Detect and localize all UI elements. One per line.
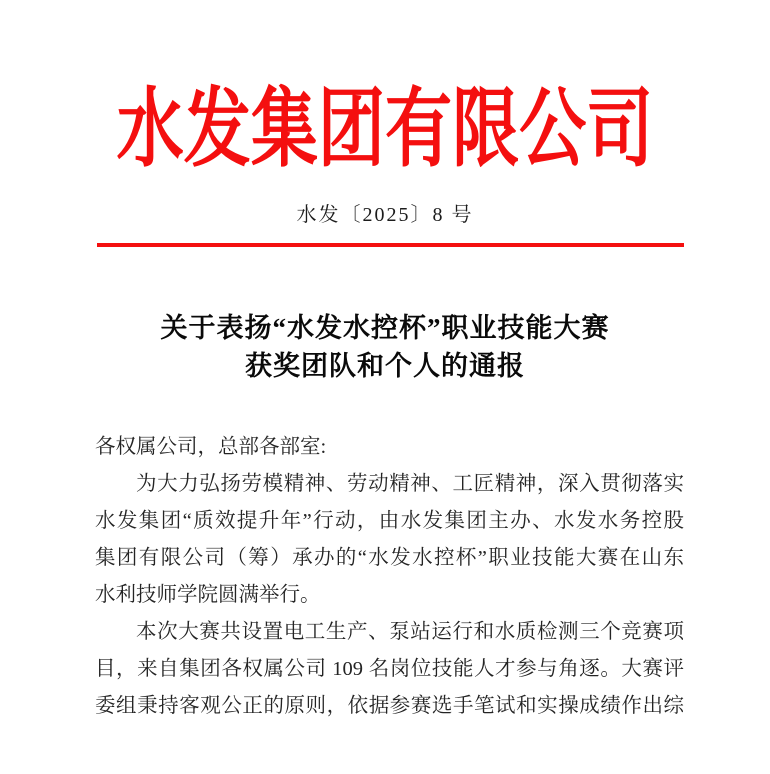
letterhead-divider-rule bbox=[97, 243, 684, 247]
body-text bbox=[95, 429, 684, 725]
title-line: 关于表扬“水发水控杯”职业技能大赛 bbox=[160, 313, 610, 343]
body-line: 水发集团“质效提升年”行动，由水发集团主办、水发水务控股 bbox=[95, 510, 684, 532]
document-title bbox=[0, 309, 770, 385]
letterhead-org-name-text: 水发集团有限公司 bbox=[116, 81, 654, 177]
letterhead-org-name bbox=[0, 81, 770, 177]
body-line: 为大力弘扬劳模精神、劳动精神、工匠精神，深入贯彻落实 bbox=[136, 473, 684, 495]
title-line: 获奖团队和个人的通报 bbox=[245, 351, 525, 381]
body-line: 目，来自集团各权属公司 109 名岗位技能人才参与角逐。大赛评 bbox=[95, 658, 684, 680]
body-line: 集团有限公司（筹）承办的“水发水控杯”职业技能大赛在山东 bbox=[95, 547, 684, 569]
body-line: 各权属公司，总部各部室: bbox=[95, 436, 327, 458]
body-line: 委组秉持客观公正的原则，依据参赛选手笔试和实操成绩作出综 bbox=[95, 695, 684, 717]
body-line: 水利技师学院圆满举行。 bbox=[95, 584, 321, 606]
document-number: 水发〔2025〕8 号 bbox=[296, 204, 474, 226]
body-line: 本次大赛共设置电工生产、泵站运行和水质检测三个竞赛项 bbox=[136, 621, 684, 643]
